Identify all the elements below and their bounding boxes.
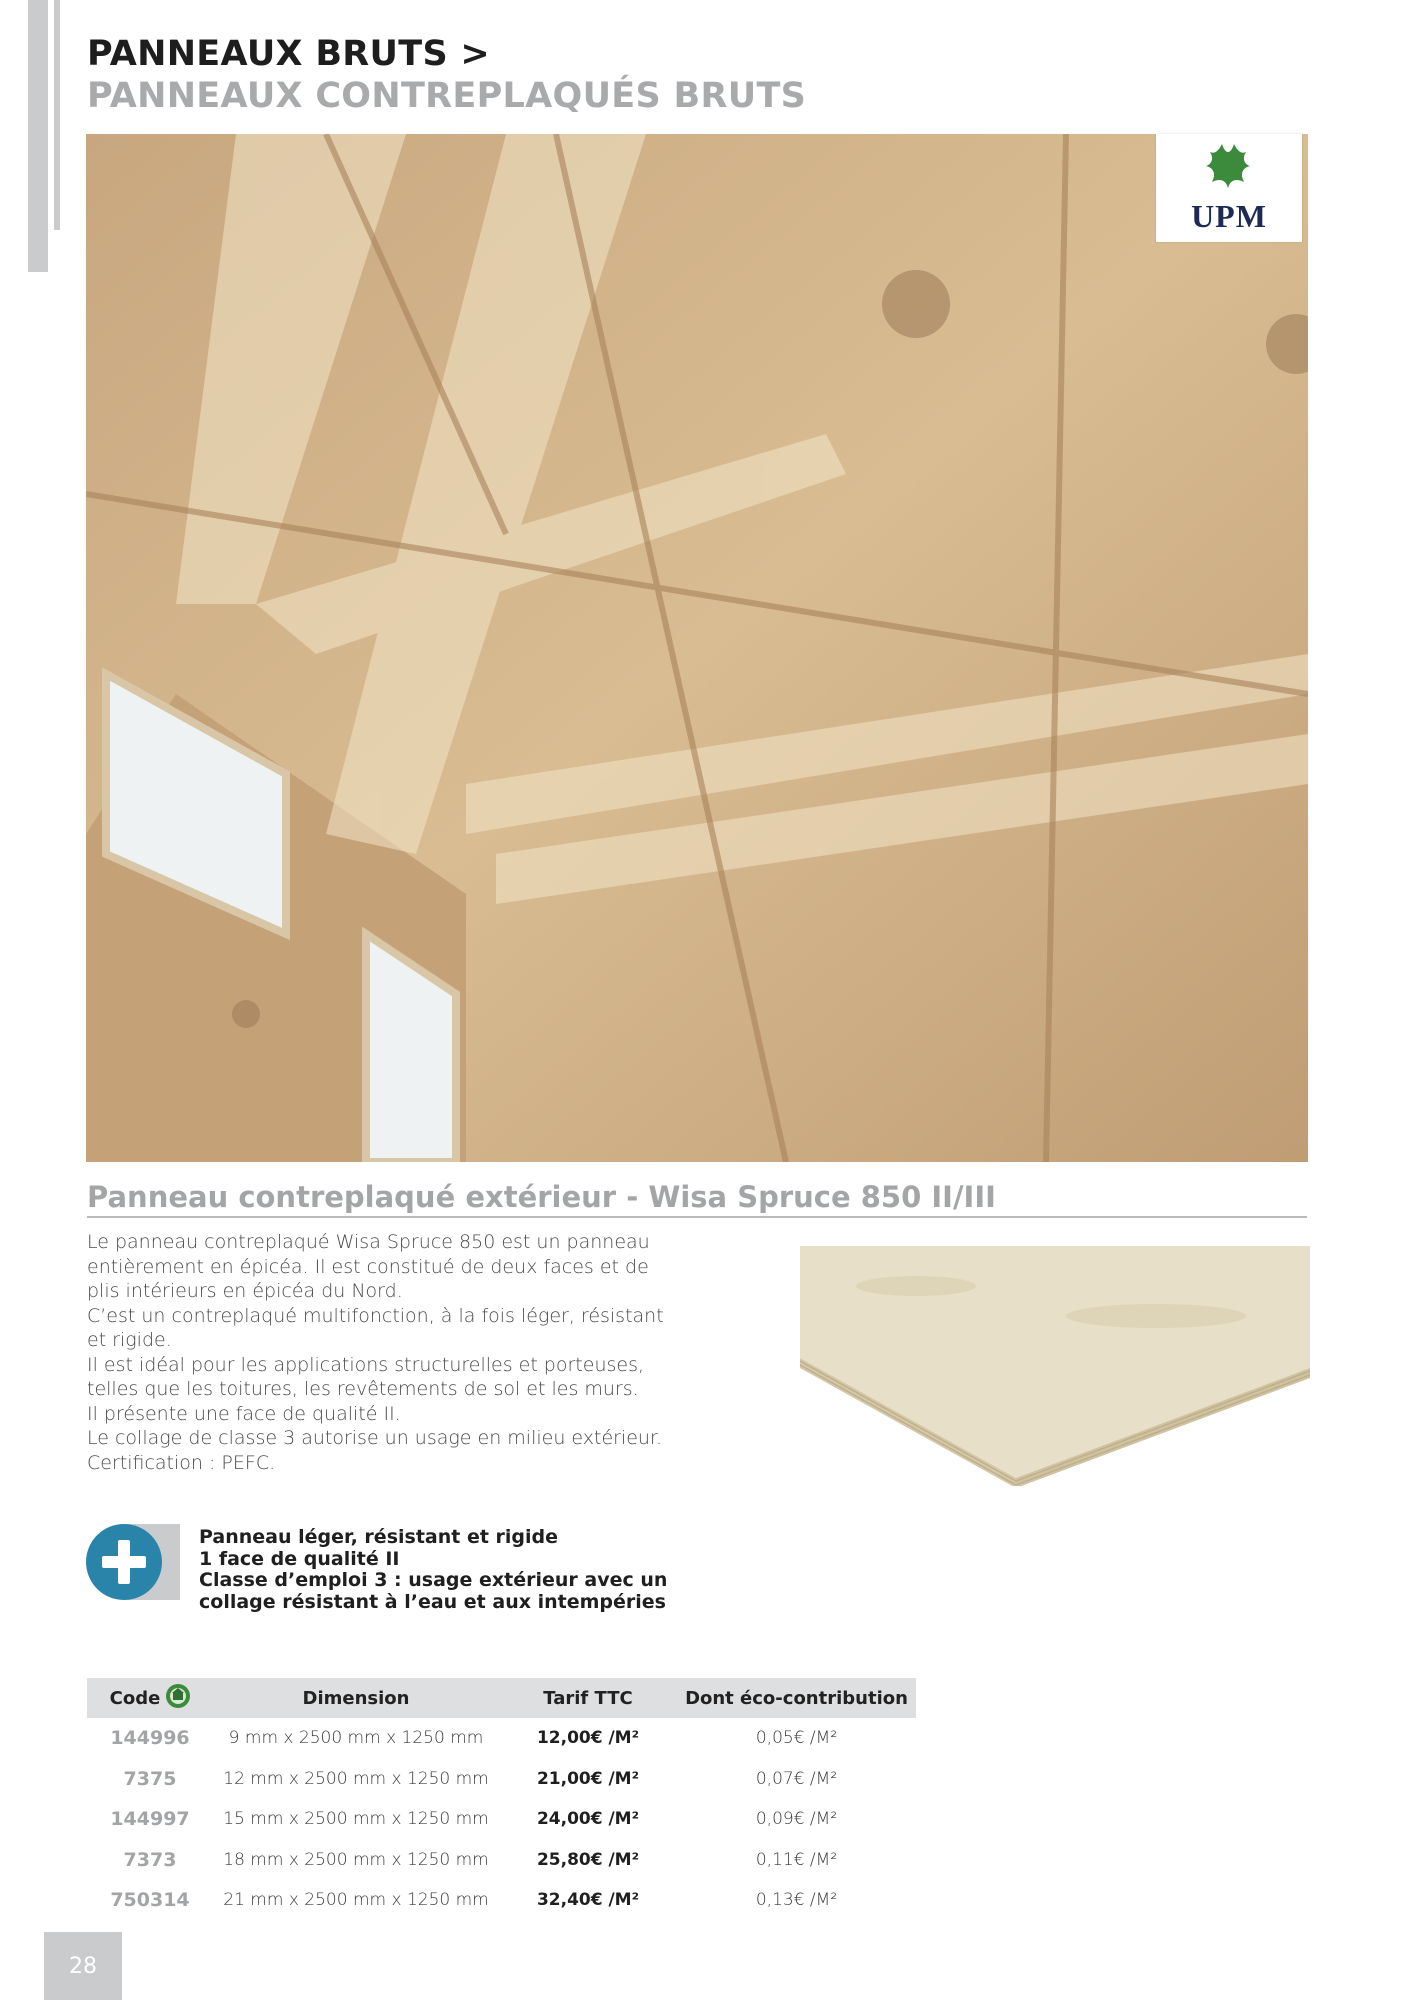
dimension-cell: 12 mm x 2500 mm x 1250 mm [223,1768,489,1789]
benefit-line: 1 face de qualité II [199,1547,400,1570]
griffin-icon [1156,134,1302,198]
description-paragraph: Il présente une face de qualité II. [87,1402,401,1425]
benefit-line: Classe d’emploi 3 : usage extérieur avec un [199,1569,668,1591]
eco-contribution-cell: 0,11€ /M² [755,1849,838,1870]
dimension-cell: 18 mm x 2500 mm x 1250 mm [223,1849,489,1870]
price-table [87,1678,916,1921]
benefits-list [199,1527,667,1613]
product-title: Panneau contreplaqué extérieur - Wisa Spruce 850 II/III [87,1180,996,1214]
description-paragraph: Le collage de classe 3 autorise un usage en milieu extérieur. [87,1427,663,1449]
header-code [87,1678,213,1718]
eco-contribution-cell: 0,13€ /M² [755,1890,838,1911]
product-description [87,1230,687,1475]
benefit-line: Panneau léger, résistant et rigide [199,1526,559,1548]
dimension-cell: 21 mm x 2500 mm x 1250 mm [223,1890,489,1911]
header-eco-contribution: Dont éco-contribution [677,1678,916,1718]
price-cell: 12,00€ /M² [536,1728,640,1749]
product-code: 7373 [123,1848,177,1871]
price-cell: 21,00€ /M² [536,1768,640,1789]
hero-photo [86,134,1308,1162]
benefit-line: collage résistant à l’eau et aux intempéries [199,1590,666,1613]
dimension-cell: 9 mm x 2500 mm x 1250 mm [228,1728,484,1749]
page-number-box [44,1932,122,2000]
description-paragraph: Certification : PEFC. [87,1451,276,1474]
upm-brand-text: UPM [1191,198,1267,234]
subcategory-title: PANNEAUX CONTREPLAQUÉS BRUTS [87,76,807,116]
dimension-cell: 15 mm x 2500 mm x 1250 mm [223,1809,489,1830]
eco-contribution-cell: 0,09€ /M² [755,1809,838,1830]
table-row [87,1718,916,1759]
table-header-row [87,1678,916,1718]
side-accent-line [54,0,60,230]
price-cell: 32,40€ /M² [536,1890,640,1911]
page-number: 28 [69,1954,97,1979]
eco-contribution-cell: 0,07€ /M² [755,1768,838,1789]
description-paragraph: Le panneau contreplaqué Wisa Spruce 850 est un panneau entièrement en épicéa. Il est constitué de deux faces et de plis intérieurs en épicéa du Nord. [87,1231,650,1302]
product-code: 144997 [110,1808,190,1831]
product-code: 144996 [110,1727,190,1750]
description-paragraph: C’est un contreplaqué multifonction, à la fois léger, résistant et rigide. [87,1304,664,1351]
product-code: 750314 [110,1889,190,1912]
plywood-panel-image [796,1246,1310,1486]
eco-contribution-cell: 0,05€ /M² [755,1728,838,1749]
header-code-label: Code [109,1687,161,1709]
table-row [87,1880,916,1921]
category-title: PANNEAUX BRUTS > [87,34,491,74]
table-row [87,1840,916,1881]
eco-house-icon [166,1684,190,1708]
header-tarif: Tarif TTC [499,1678,677,1718]
price-cell: 25,80€ /M² [536,1849,640,1870]
side-accent-bar [28,0,48,272]
plus-icon [86,1524,162,1600]
table-row [87,1799,916,1840]
price-cell: 24,00€ /M² [536,1809,640,1830]
table-row [87,1759,916,1800]
title-divider [87,1216,1307,1218]
upm-logo [1156,134,1302,242]
description-paragraph: Il est idéal pour les applications structurelles et porteuses, telles que les toitures, les revêtements de sol et les murs. [87,1353,645,1400]
product-code: 7375 [123,1767,177,1790]
header-dimension: Dimension [213,1678,499,1718]
